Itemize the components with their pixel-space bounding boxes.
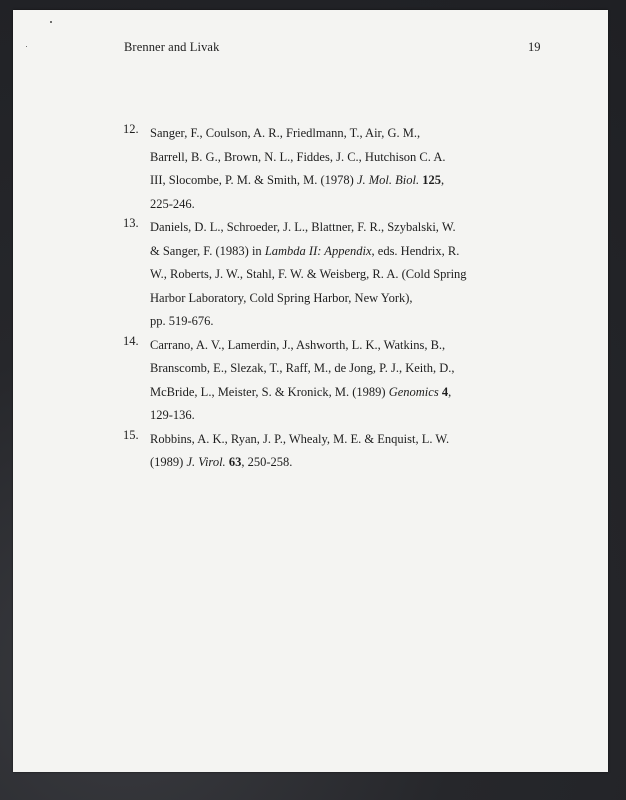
reference-entry	[123, 334, 503, 428]
reference-line	[150, 428, 503, 452]
citation-text: ,	[440, 173, 445, 187]
reference-line	[150, 216, 503, 240]
reference-number: 13.	[123, 216, 139, 230]
citation-text: Daniels, D. L., Schroeder, J. L., Blattner, F. R., Szybalski, W.	[150, 220, 456, 234]
citation-title: J. Mol. Biol.	[356, 173, 420, 187]
reference-list	[123, 122, 503, 475]
reference-line	[150, 334, 503, 358]
reference-number: 12.	[123, 122, 139, 136]
citation-text: Branscomb, E., Slezak, T., Raff, M., de Jong, P. J., Keith, D.,	[150, 361, 455, 375]
reference-line	[150, 451, 503, 475]
reference-line	[150, 146, 503, 170]
citation-text: , eds. Hendrix, R.	[371, 243, 460, 258]
citation-volume: 4	[441, 384, 449, 399]
citation-text: 225-246.	[150, 196, 195, 211]
reference-line	[150, 240, 503, 264]
reference-entry	[123, 428, 503, 475]
citation-text: , 250-258.	[241, 455, 293, 469]
reference-line	[150, 310, 503, 334]
scan-speck	[26, 46, 27, 47]
reference-line	[150, 357, 503, 381]
page-number: 19	[528, 40, 541, 54]
citation-text: ,	[448, 384, 452, 399]
running-head: Brenner and Livak	[124, 40, 220, 54]
citation-title: Lambda II: Appendix	[264, 243, 372, 258]
reference-line	[150, 381, 503, 405]
citation-text: pp. 519-676.	[150, 314, 214, 328]
reference-line	[150, 263, 503, 287]
citation-text: W., Roberts, J. W., Stahl, F. W. & Weisberg, R. A. (Cold Spring	[150, 267, 467, 281]
citation-text: Harbor Laboratory, Cold Spring Harbor, New York),	[150, 290, 413, 305]
citation-text: Sanger, F., Coulson, A. R., Friedlmann, T., Air, G. M.,	[150, 126, 421, 140]
document-page	[13, 10, 608, 772]
citation-volume: 125	[422, 173, 441, 187]
citation-text: & Sanger, F. (1983) in	[150, 243, 265, 258]
citation-volume: 63	[228, 455, 242, 469]
reference-number: 14.	[123, 333, 139, 348]
reference-entry	[123, 122, 503, 216]
reference-line	[150, 169, 503, 193]
citation-text: III, Slocombe, P. M. & Smith, M. (1978)	[150, 173, 357, 187]
citation-text: Barrell, B. G., Brown, N. L., Fiddes, J. C., Hutchison C. A.	[150, 149, 446, 164]
citation-text: McBride, L., Meister, S. & Kronick, M. (1989)	[150, 384, 389, 399]
reference-entry	[123, 216, 503, 334]
reference-line	[150, 193, 503, 217]
scan-speck	[50, 21, 52, 23]
citation-text: 129-136.	[150, 408, 195, 422]
citation-title: J. Virol.	[186, 455, 226, 469]
citation-text: (1989)	[150, 455, 187, 469]
reference-line	[150, 287, 503, 311]
citation-text: Robbins, A. K., Ryan, J. P., Whealy, M. E. & Enquist, L. W.	[150, 431, 450, 446]
citation-text: Carrano, A. V., Lamerdin, J., Ashworth, L. K., Watkins, B.,	[150, 337, 446, 352]
reference-number: 15.	[123, 427, 139, 442]
citation-title: Genomics	[388, 384, 439, 399]
reference-line	[150, 404, 503, 428]
reference-line	[150, 122, 503, 146]
